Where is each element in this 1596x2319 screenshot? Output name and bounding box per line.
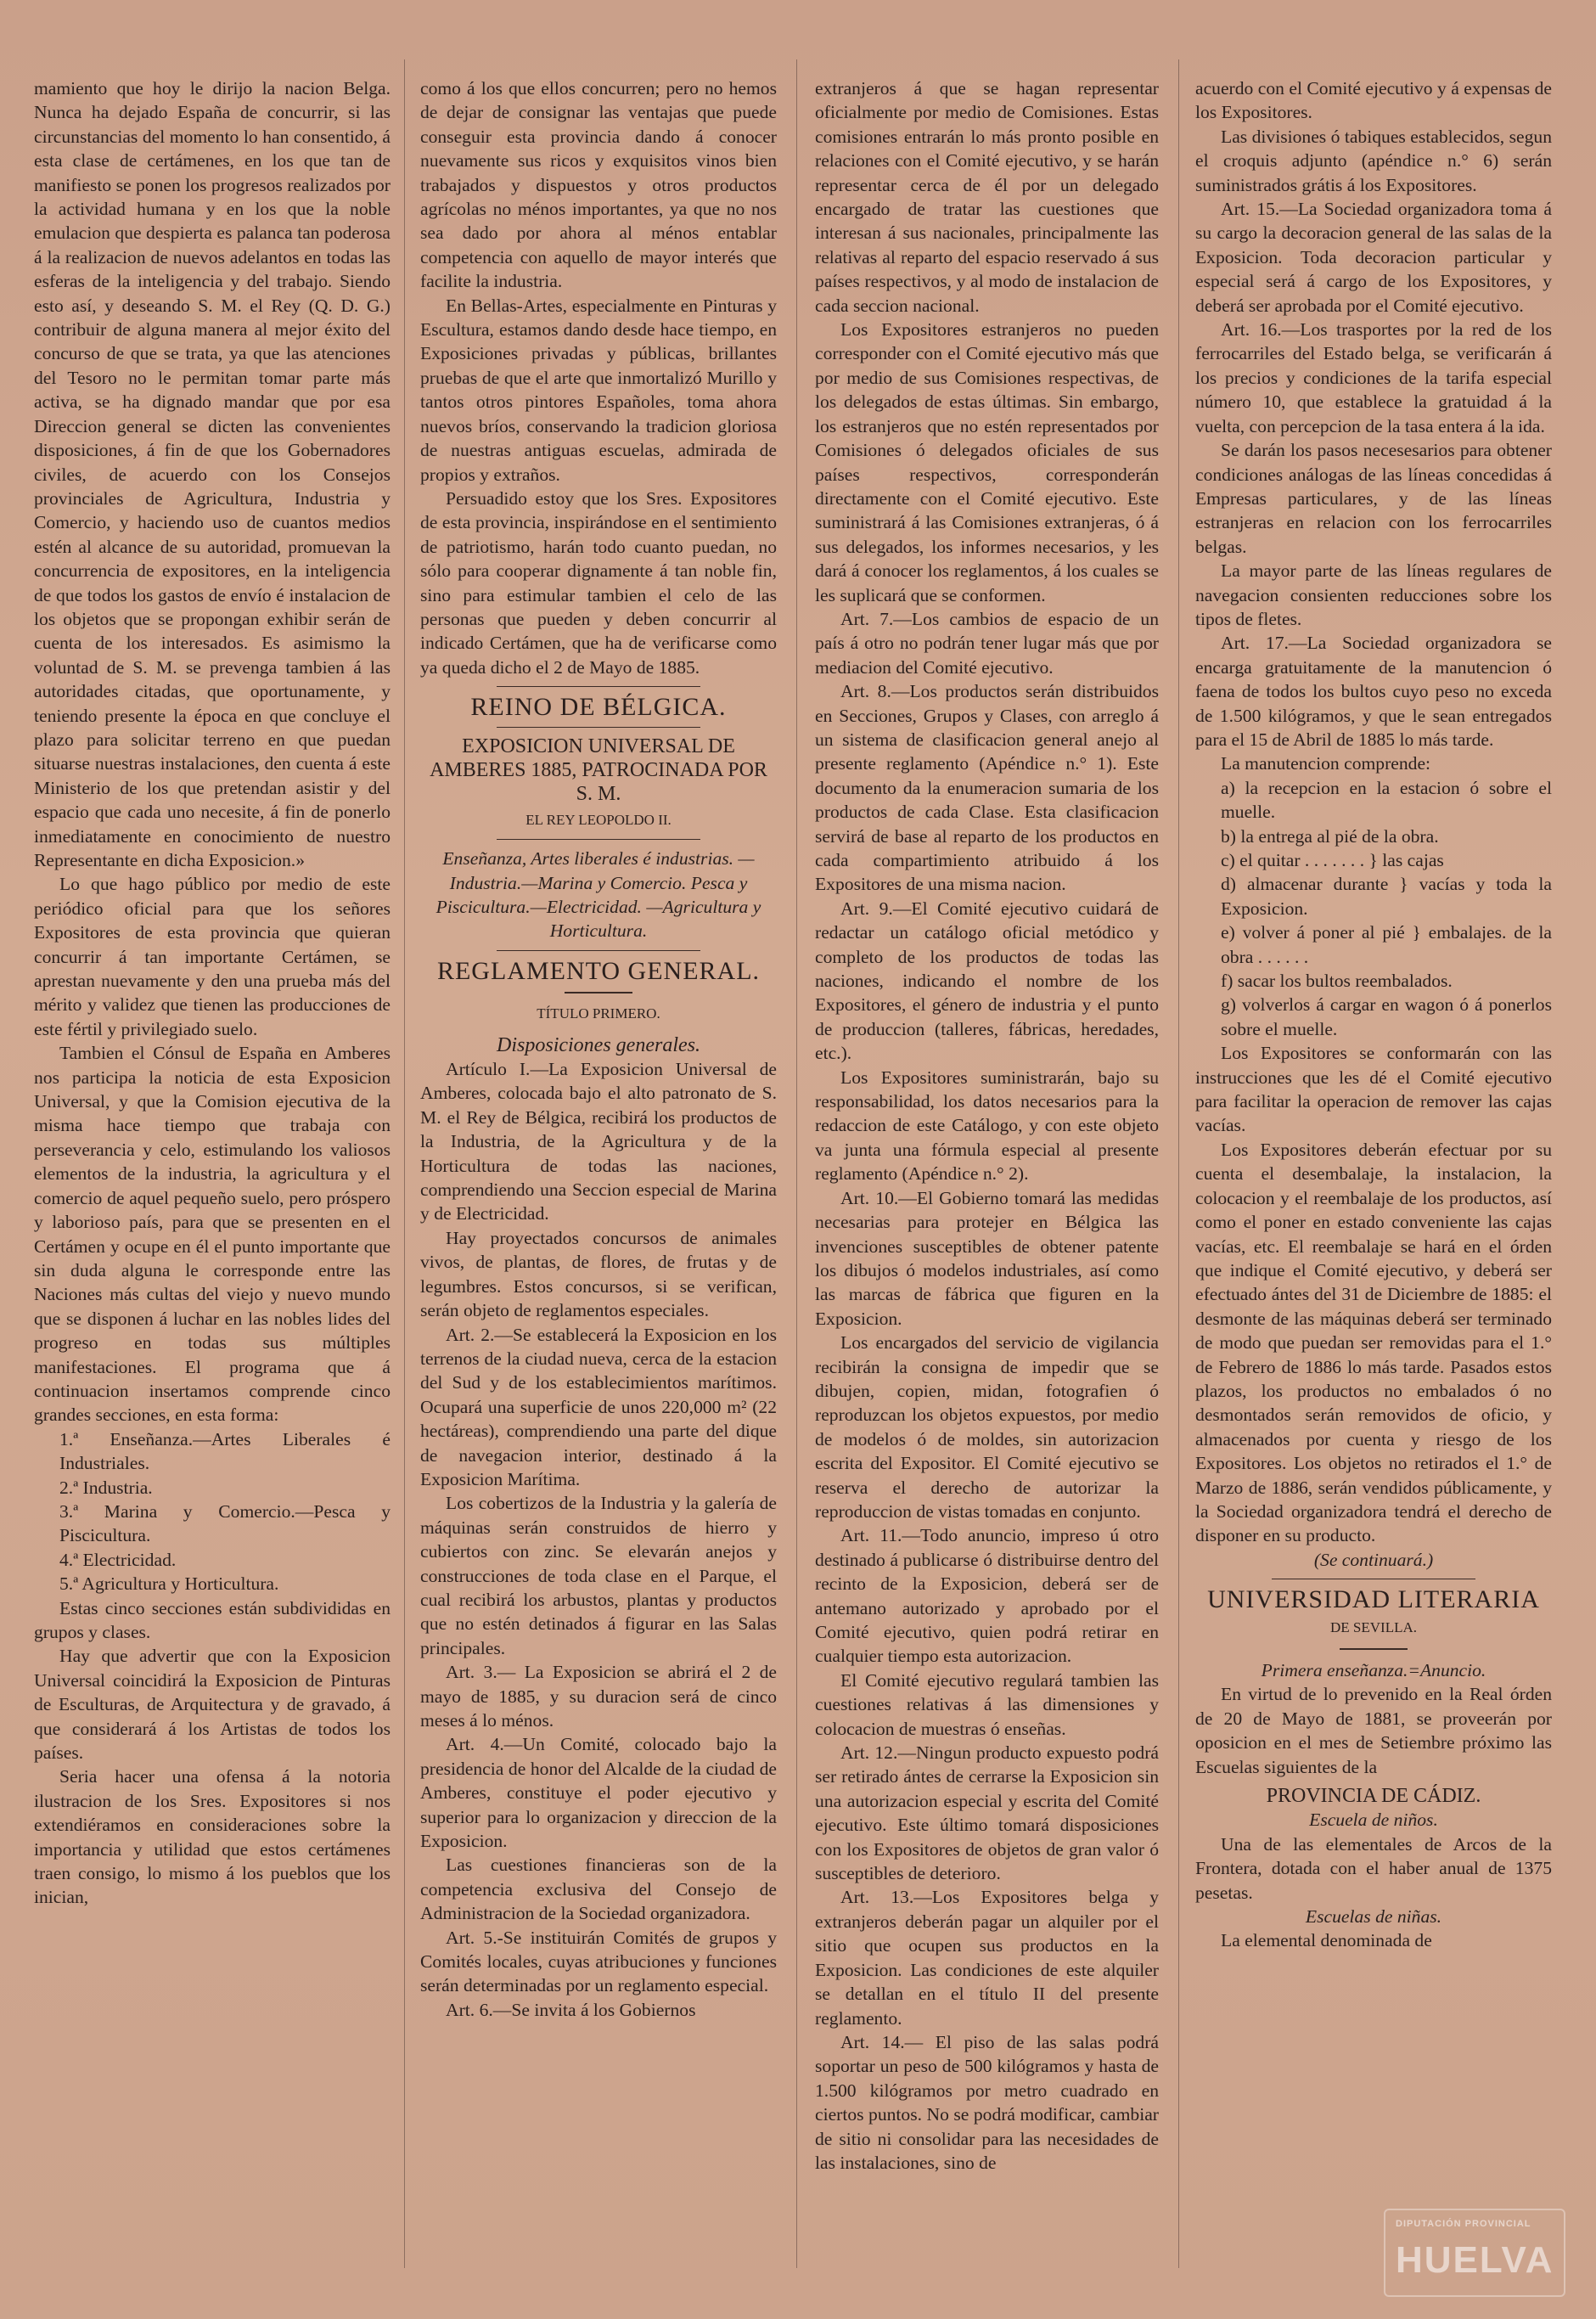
article: Art. 12.—Ningun producto expuesto podrá ser retirado ántes de cerrarse la Exposicion sin una autorizacion especial y escrita del Comité ejecutivo. Este último tomará disposiciones con los Expositores de objetos de gran valor ó susceptibles de deterioro.	[815, 1742, 1159, 1884]
divider	[497, 727, 700, 728]
divider	[497, 686, 700, 687]
paragraph: Los Expositores suministrarán, bajo su responsabilidad, los datos necesarios para la redaccion de este Catálogo, y con este objeto va junta una fórmula especial al presente reglamento (Apéndice n.° 2).	[815, 1067, 1159, 1185]
article: Art. 15.—La Sociedad organizadora toma á su cargo la decoracion general de las salas de la Exposicion. Toda decoracion particular y especial será á cargo de los Expositores, y deberá ser aprobada por el Comité ejecutivo.	[1195, 199, 1552, 316]
paragraph: Los Expositores estranjeros no pueden corresponder con el Comité ejecutivo más que por medio de sus Comisiones respectivas, de los delegados de estas últimas. Sin embargo, los estranjeros que no estén representados por Comisiones ó delegados oficiales de sus países respectivos, corresponderán directamente con el Comité ejecutivo. Este suministrará á las Comisiones extranjeras, ó á sus delegados, los informes necesarios, y les dará á conocer los reglamentos, á los cuales se les suplicará que se conformen.	[815, 319, 1159, 605]
paragraph: La elemental denominada de	[1221, 1930, 1432, 1951]
article: Art. 7.—Los cambios de espacio de un país á otro no podrán tener lugar más que por mediacion del Comité ejecutivo.	[815, 608, 1159, 678]
paragraph: Los encargados del servicio de vigilancia recibirán la consigna de impedir que se dibujen, copien, midan, fotografien ó reproduzcan los objetos expuestos, por medio de modelos ó de moldes, sin autorizacion escrita del Expositor. El Comité ejecutivo se reserva el derecho de autorizar la reproduccion de vistas tomadas en conjunto.	[815, 1332, 1159, 1522]
article: Art. 6.—Se invita á los Gobiernos	[446, 1999, 696, 2020]
list-item: b) la entrega al pié de la obra.	[1221, 825, 1439, 847]
subheading-ninos: Escuela de niños.	[1309, 1810, 1438, 1831]
list-item: e) volver á poner al pié } embalajes. de la obra . . . . . .	[1221, 922, 1552, 967]
article: Art. 4.—Un Comité, colocado bajo la presidencia de honor del Alcalde de la ciudad de Amberes, constituye el poder ejecutivo y superior para lo organizacion y direccion de la Exposicion.	[420, 1734, 777, 1852]
list-item: a) la recepcion en la estacion ó sobre el muelle.	[1221, 777, 1552, 823]
article: Art. 10.—El Gobierno tomará las medidas necesarias para protejer en Bélgica las invenciones susceptibles de obtener patente los dibujos ó modelos industriales, así como las marcas de fábrica que figuren en la Exposicion.	[815, 1187, 1159, 1329]
paragraph: Una de las elementales de Arcos de la Frontera, dotada con el haber anual de 1375 pesetas.	[1195, 1833, 1552, 1903]
article: Hay proyectados concursos de animales vivos, de plantas, de flores, de frutas y de legumbres. Estos concursos, si se verifican, serán objeto de reglamentos especiales.	[420, 1227, 777, 1321]
paragraph: Las divisiones ó tabiques establecidos, segun el croquis adjunto (apéndice n.° 6) serán suministrados grátis á los Expositores.	[1195, 126, 1552, 195]
manutencion-list	[1195, 776, 1552, 1041]
list-item: f) sacar los bultos reembalados.	[1221, 971, 1453, 992]
list-item: 2.ª Industria.	[59, 1477, 153, 1498]
article: Art. 2.—Se establecerá la Exposicion en los terrenos de la ciudad nueva, cerca de la estacion del Sud y de los establecimientos marítimos. Ocupará una superficie de unos 220,000 m² (22 hectáreas), comprendiendo una parte del dique de navegacion interior, destinado á la Exposicion Marítima.	[420, 1324, 777, 1489]
paragraph: Seria hacer una ofensa á la notoria ilustracion de los Sres. Expositores si nos extendiéramos en consideraciones sobre la importancia y utilidad que estos certámenes traen consigo, lo mismo á los pueblos que los inician,	[34, 1766, 391, 1908]
divider	[1340, 1648, 1408, 1650]
article: Art. 13.—Los Expositores belga y extranjeros deberán pagar un alquiler por el sitio que ocupen sus productos en la Exposicion. Las condiciones de este alquiler se detallan en el título II del presente reglamento.	[815, 1887, 1159, 2029]
heading-rey: EL REY LEOPOLDO II.	[525, 811, 672, 828]
paragraph: Los Expositores deberán efectuar por su cuenta el desembalaje, la instalacion, la colocacion y el reembalaje de los productos, así como el poner en estado conveniente las cajas vacías, etc. El reembalaje se hará en el órden que indique el Comité ejecutivo, y deberá ser efectuado ántes del 31 de Diciembre de 1885: el desmonte de las máquinas deberá ser terminado de modo que puedan ser removidas para el 1.° de Febrero de 1886 lo más tarde. Pasados estos plazos, los productos no embalados ó no desmontados serán removidos de oficio, y almacenados por cuenta y riesgo de los Expositores. Los objetos no retirados el 1.° de Marzo de 1886, serán vendidos públicamente, y la Sociedad organizadora tendrá el derecho de disponer en su producto.	[1195, 1139, 1552, 1546]
column-rule	[1178, 59, 1179, 2268]
article: Art. 8.—Los productos serán distribuidos en Secciones, Grupos y Clases, con arreglo á un sistema de clasificacion general anejo al presente reglamento (Apéndice n.° 1). Este documento da la enumeracion sumaria de los productos de cada Clase. Esta clasificacion servirá de base al reparto de los productos en cada compartimiento atribuido á los Expositores de una misma nacion.	[815, 681, 1159, 895]
paragraph: En Bellas-Artes, especialmente en Pinturas y Escultura, estamos dando desde hace tiempo, en Exposiciones privadas y públicas, brillantes pruebas de que el arte que inmortalizó Murillo y tantos otros pintores Españoles, toma ahora nuevos bríos, conservando la tradicion gloriosa de nuestras antiguas escuelas, admirada de propios y extraños.	[420, 295, 777, 485]
paragraph: La mayor parte de las líneas regulares de navegacion consienten reducciones sobre los tipos de fletes.	[1195, 560, 1552, 629]
anuncio-label: Primera enseñanza.=Anuncio.	[1261, 1660, 1486, 1680]
article: Art. 9.—El Comité ejecutivo cuidará de redactar un catálogo oficial metódico y completo de los productos de todas las naciones, indicando el nombre de los Expositores, el género de industria y el punto de produccion (talleres, fábricas, heredades, etc.).	[815, 898, 1159, 1064]
divider	[565, 992, 632, 993]
continuation-note: (Se continuará.)	[1313, 1549, 1434, 1570]
heading-reglamento: REGLAMENTO GENERAL.	[436, 956, 761, 985]
heading-sevilla: DE SEVILLA.	[1330, 1618, 1417, 1635]
list-item: 4.ª Electricidad.	[59, 1549, 177, 1570]
paragraph: como á los que ellos concurren; pero no hemos de dejar de consignar las ventajas que puede conseguir esta provincia dando á conocer nuevamente sus ricos y exquisitos vinos bien trabajados y dispuestos y otros productos agrícolas no ménos importantes, ya que no nos sea dado por ahora al ménos entablar competencia con aquello de mayor interés que facilite la industria.	[420, 78, 777, 292]
subheading-ninas: Escuelas de niñas.	[1305, 1906, 1442, 1928]
article: Art. 16.—Los trasportes por la red de los ferrocarriles del Estado belga, se verificarán á los precios y condiciones de la tarifa especial número 10, que establece la gratuidad á la vuelta, con percepcion de la tasa entera á la ida.	[1195, 319, 1552, 436]
article: Los cobertizos de la Industria y la galería de máquinas serán construidos de hierro y cubiertos con zinc. Se elevarán anejos y construcciones de toda clase en el Parque, el cual recibirá los arbustos, plantas y productos que no estén detinados á figurar en las Salas principales.	[420, 1493, 777, 1658]
divider	[497, 950, 700, 951]
sections-subtitle: Enseñanza, Artes liberales é industrias. —Industria.—Marina y Comercio. Pesca y Piscicultura.—Electricidad. —Agricultura y Horticultura.	[436, 848, 761, 942]
paragraph: Se darán los pasos necesesarios para obtener condiciones análogas de las líneas concedidas á Empresas particulares, y de las líneas estranjeras en relacion con los ferrocarriles belgas.	[1195, 440, 1552, 557]
list-item: 1.ª Enseñanza.—Artes Liberales é Industriales.	[59, 1428, 391, 1474]
heading-titulo: TÍTULO PRIMERO.	[537, 1005, 660, 1022]
article: Art. 17.—La Sociedad organizadora se encarga gratuitamente de la manutencion ó faena de todos los bultos cuyo peso no exceda de 1.500 kilógramos, y que le sean entregados para el 15 de Abril de 1885 lo más tarde.	[1195, 633, 1552, 750]
divider	[497, 839, 700, 840]
article: Artículo I.—La Exposicion Universal de Amberes, colocada bajo el alto patronato de S. M. el Rey de Bélgica, recibirá los productos de la Industria, de la Agricultura y de la Horticultura de todas las naciones, comprendiendo una Seccion especial de Marina y de Electricidad.	[420, 1059, 777, 1224]
heading-cadiz: PROVINCIA DE CÁDIZ.	[1266, 1785, 1481, 1808]
paragraph: extranjeros á que se hagan representar oficialmente por medio de Comisiones. Estas comisiones entrarán lo más pronto posible en relaciones con el Comité ejecutivo, y se harán representar cerca de él por un delegado encargado de tratar las cuestiones que interesan á sus nacionales, principalmente las relativas al reparto del espacio reservado á sus países respectivos, y al modo de instalacion de cada seccion nacional.	[815, 78, 1159, 316]
list-item: c) el quitar . . . . . . . } las cajas	[1221, 850, 1444, 870]
paragraph: Persuadido estoy que los Sres. Expositores de esta provincia, inspirándose en el sentimiento de patriotismo, harán todo cuanto puedan, no sólo para cooperar dignamente á tan noble fin, sino para estimular tambien el celo de las personas que pueden y deben concurrir al indicado Certámen, que ha de verificarse como ya queda dicho el 2 de Mayo de 1885.	[420, 487, 777, 678]
paragraph: El Comité ejecutivo regulará tambien las cuestiones relativas á las dimensiones y colocacion de muestras ó enseñas.	[815, 1669, 1159, 1739]
article: Art. 11.—Todo anuncio, impreso ú otro destinado á publicarse ó distribuirse dentro del recinto de la Exposicion, deberá ser de antemano autorizado y aprobado por el Comité ejecutivo, quien podrá retirar en cualquier tiempo esta autorizacion.	[815, 1525, 1159, 1667]
column-4	[1195, 76, 1552, 2260]
heading-disposiciones: Disposiciones generales.	[497, 1033, 700, 1056]
article: Art. 3.— La Exposicion se abrirá el 2 de mayo de 1885, y su duracion será de cinco meses á lo ménos.	[420, 1662, 777, 1731]
paragraph: acuerdo con el Comité ejecutivo y á expensas de los Expositores.	[1195, 78, 1552, 123]
archive-watermark	[1384, 2209, 1565, 2297]
article: Art. 14.— El piso de las salas podrá soportar un peso de 500 kilógramos y hasta de 1.500 kilógramos por metro cuadrado en ciertos puntos. No se podrá modificar, cambiar de sitio ni consolidar para las necesidades de las instalaciones, sino de	[815, 2031, 1159, 2173]
article: Art. 5.-Se instituirán Comités de grupos y Comités locales, cuyas atribuciones y funciones serán determinadas por un reglamento especial.	[420, 1927, 777, 1996]
paragraph: Tambien el Cónsul de España en Amberes nos participa la noticia de esta Exposicion Universal, y que la Comision ejecutiva de la misma hace tiempo que trabaja con perseverancia y celo, estimulando los valiosos elementos de la industria, la agricultura y el comercio de aquel pequeño suelo, pero próspero y laborioso país, para que se presenten en el Certámen y ocupe en él el punto importante que sin duda alguna le corresponde entre las Naciones más cultas del viejo y nuevo mundo que se disponen á luchar en las nobles lides del progreso en todas sus múltiples manifestaciones. El programa que á continuacion insertamos comprende cinco grandes secciones, en esta forma:	[34, 1043, 391, 1426]
list-item: 3.ª Marina y Comercio.—Pesca y Piscicultura.	[59, 1500, 391, 1546]
paragraph: Lo que hago público por medio de este periódico oficial para que los señores Expositores de esta provincia que quieran concurrir á tan importante Certámen, se aprestan nuevamente y den una prueba más del mérito y validez que tienen las producciones de este fértil y privilegiado suelo.	[34, 874, 391, 1039]
list-item: g) volverlos á cargar en wagon ó á ponerlos sobre el muelle.	[1221, 994, 1552, 1039]
heading-exposicion: EXPOSICION UNIVERSAL DE AMBERES 1885, PATROCINADA POR S. M.	[430, 735, 767, 806]
paragraph: mamiento que hoy le dirijo la nacion Belga. Nunca ha dejado España de concurrir, si las circunstancias del momento lo han consentido, á esta clase de certámenes, en los que tan de manifiesto se ponen los progresos realizados por la actividad humana y en los que la noble emulacion que despierta es palanca tan poderosa á la realizacion de nuevos adelantos en todas las esferas de la inteligencia y del trabajo. Siendo esto así, y deseando S. M. el Rey (Q. D. G.) contribuir de alguna manera al mejor éxito del concurso de que se trata, ya que las atenciones del Tesoro no le permitan tomar parte más activa, se ha dignado mandar que por esa Direccion general se dicten las convenientes disposiciones, á fin de que los Gobernadores civiles, de acuerdo con los Consejos provinciales de Agricultura, Industria y Comercio, y haciendo uso de cuantos medios estén al alcance de su autoridad, promuevan la concurrencia de expositores, en la inteligencia de que todos los gastos de envío é instalacion de los objetos que se propongan exhibir serán de cuenta de los interesados. Es asimismo la voluntad de S. M. se prevenga tambien á las autoridades citadas, que oportunamente, y teniendo presente la época en que concluye el plazo para solicitar terreno en que puedan situarse nuestras instalaciones, den cuenta á este Ministerio de los que pretendan asistir y del espacio que cada uno necesite, á fin de ponerlo inmediatamente en conocimiento de nuestro Representante en dicha Exposicion.»	[34, 78, 391, 870]
column-2	[420, 76, 777, 2260]
heading-reino-belgica: REINO DE BÉLGICA.	[470, 693, 727, 722]
column-rule	[404, 59, 405, 2268]
watermark-small-text: DIPUTACIÓN PROVINCIAL	[1396, 2219, 1531, 2229]
column-rule	[796, 59, 797, 2268]
paragraph: Estas cinco secciones están subdivididas en grupos y clases.	[34, 1597, 391, 1642]
list-item: 5.ª Agricultura y Horticultura.	[59, 1573, 279, 1595]
column-3	[815, 76, 1159, 2260]
paragraph: La manutencion comprende:	[1221, 753, 1431, 774]
list-item: d) almacenar durante } vacías y toda la Exposicion.	[1221, 874, 1552, 919]
heading-universidad: UNIVERSIDAD LITERARIA	[1207, 1585, 1540, 1614]
paragraph: En virtud de lo prevenido en la Real órden de 20 de Mayo de 1881, se proveerán por oposicion en el mes de Setiembre próximo las Escuelas siguientes de la	[1195, 1684, 1552, 1777]
article: Las cuestiones financieras son de la competencia exclusiva del Consejo de Administracion de la Sociedad organizadora.	[420, 1855, 777, 1924]
column-1	[34, 76, 391, 2260]
paragraph: Los Expositores se conformarán con las instrucciones que les dé el Comité ejecutivo para facilitar la operacion de remover las cajas vacías.	[1195, 1043, 1552, 1136]
paragraph: Hay que advertir que con la Exposicion Universal coincidirá la Exposicion de Pinturas de Esculturas, de Arquitectura y de gravado, á que considerará á los Artistas de todos los países.	[34, 1646, 391, 1764]
watermark-big-text: HUELVA	[1396, 2239, 1554, 2281]
sections-list	[34, 1427, 391, 1596]
